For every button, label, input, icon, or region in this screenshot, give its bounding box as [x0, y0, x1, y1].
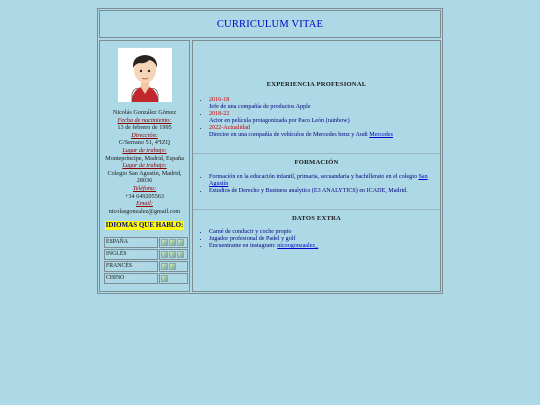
language-marks: □□□□: [128, 240, 139, 246]
broken-image-icon: [169, 263, 176, 270]
avatar-illustration-icon: [118, 48, 172, 102]
phone-label: Teléfono:: [132, 184, 157, 192]
language-marks: □□□□: [126, 252, 137, 258]
language-flags: [159, 249, 188, 260]
content-row: [99, 40, 441, 292]
language-name: ESPAÑA: [106, 239, 129, 246]
birth-value: 13 de febrero de 1995: [117, 124, 172, 132]
list-item: [209, 111, 440, 125]
list-item: [209, 243, 440, 250]
experience-date: 2016-18: [209, 97, 230, 103]
broken-image-icon: [161, 251, 168, 258]
language-marks: □□□□: [132, 264, 143, 270]
language-cell: [104, 237, 158, 248]
language-name: INGLÉS: [106, 251, 127, 258]
extra-list: [193, 229, 440, 250]
experience-list: [193, 97, 440, 140]
language-row: [104, 261, 188, 272]
broken-image-icon: [177, 239, 184, 246]
profile-name: Nicolás González Gómez: [112, 109, 177, 116]
experience-section: [193, 81, 440, 153]
language-row: [104, 273, 188, 284]
extra-section: [193, 210, 440, 250]
broken-image-icon: [177, 251, 184, 258]
instagram-label: Encuentrame en instagram:: [209, 243, 278, 250]
list-item: [209, 188, 440, 195]
avatar: [118, 48, 172, 102]
language-name: CHINO: [106, 275, 125, 282]
language-cell: [104, 261, 158, 272]
cv-page: [97, 8, 443, 294]
education-section: [193, 154, 440, 209]
page-title: CURRICULUM VITAE: [216, 18, 324, 30]
extra-title: DATOS EXTRA: [291, 215, 342, 222]
email-label: Email:: [136, 200, 153, 208]
education-text: Formación en la educación infantil, primaria, secuandaria y bachillerato en el colegio: [209, 174, 417, 180]
mercedes-link[interactable]: Mercedes: [369, 132, 393, 139]
language-marks: □□□□: [124, 276, 135, 282]
language-flags: [159, 237, 188, 248]
broken-image-icon: [161, 239, 168, 246]
experience-text: Director en una compañía de vehículos de Mercedes benz y Audi: [209, 132, 370, 139]
birth-label: Fecha de nacimiento:: [117, 116, 172, 124]
education-list: [193, 174, 440, 195]
workplace-value: Montepríncipe, Madrid, España: [105, 154, 184, 162]
content-column: [192, 40, 441, 292]
broken-image-icon: [169, 239, 176, 246]
san-agustin-link[interactable]: San Agustín: [209, 174, 428, 188]
address-label: Dirección:: [131, 131, 158, 139]
experience-text: Jefe de una compañía de productos Apple: [209, 104, 311, 111]
list-item: • Jugador profesional de Padel y golf: [209, 236, 440, 243]
language-cell: [104, 249, 158, 260]
experience-title: EXPERIENCIA PROFESIONAL: [266, 81, 367, 88]
language-row: [104, 237, 188, 248]
language-cell: [104, 273, 158, 284]
address-value: C/Serrano 51, 4ºIZQ: [118, 139, 171, 147]
experience-date: 2018-22: [209, 111, 230, 118]
language-flags: [159, 261, 188, 272]
profile-column: [99, 40, 190, 292]
language-name: FRANCÉS: [106, 263, 133, 270]
work-label: Lugar de trabajo:: [122, 162, 167, 170]
phone-value: +34 649205563: [124, 192, 165, 200]
education-text: Estudios de Derecho y Business analytics (E3 ANALYTICS) en ICADE, Madrid.: [209, 188, 408, 195]
languages-heading: IDIOMAS QUE HABLO:: [105, 221, 184, 230]
work-value: Colegio San Agustín, Madrid, 28036: [107, 169, 182, 185]
broken-image-icon: [161, 275, 168, 282]
instagram-link[interactable]: nicoogonzaalez_: [277, 243, 319, 250]
list-item: [209, 97, 440, 111]
languages-table: [103, 236, 189, 285]
broken-image-icon: [161, 263, 168, 270]
list-item: • Carné de conducir y coche propio: [209, 229, 440, 236]
workplace-label: Lugar de trabajo:: [122, 146, 167, 154]
experience-text: Actor en película protagonizada por Paco León (rainbow): [209, 118, 350, 125]
language-row: [104, 249, 188, 260]
broken-image-icon: [169, 251, 176, 258]
language-flags: [159, 273, 188, 284]
experience-date: 2022-Actualidad: [209, 125, 250, 132]
title-cell: [99, 10, 441, 38]
list-item: [209, 125, 440, 139]
email-value: nicolasgonzalez@gmail.com: [108, 207, 181, 215]
education-title: FORMACIÓN: [294, 159, 339, 166]
list-item: [209, 174, 440, 188]
